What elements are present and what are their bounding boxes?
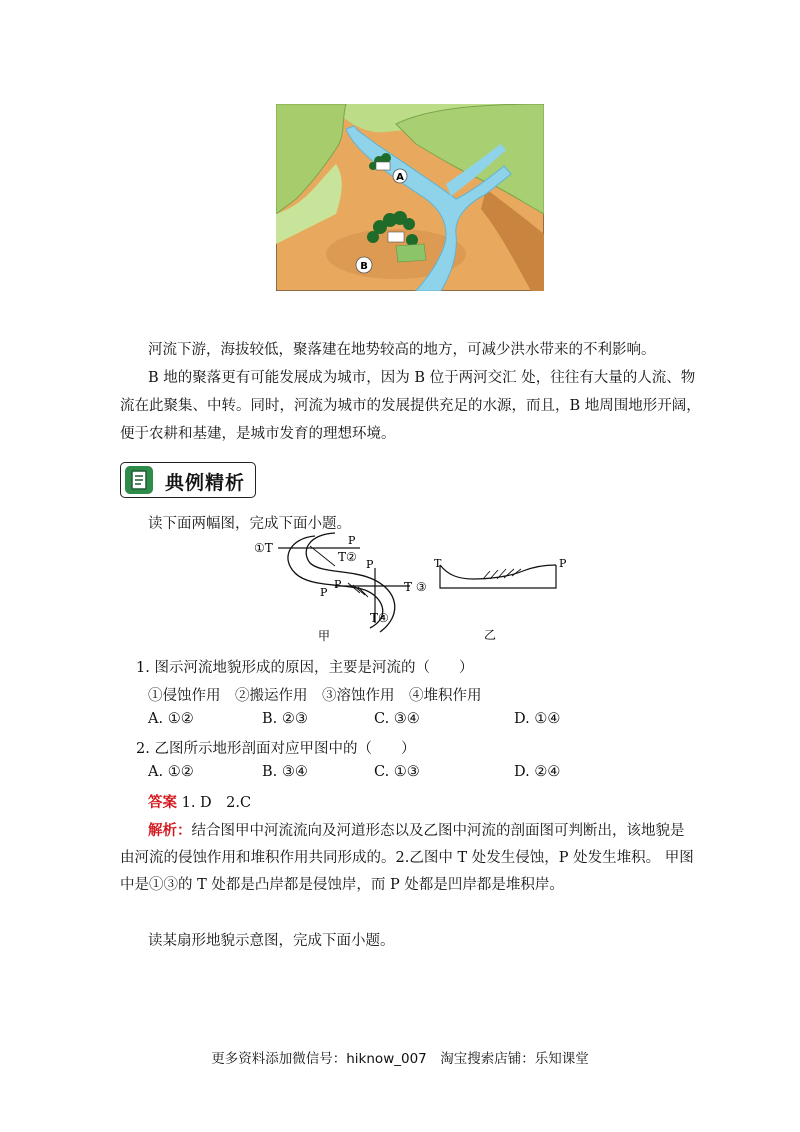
paragraph-2-line-2: 流在此聚集、中转。同时，河流为城市的发展提供充足的水源，而且，B 地周围地形开阔，	[120, 398, 701, 414]
document-list-icon	[125, 466, 153, 494]
q1-options-line: ①侵蚀作用 ②搬运作用 ③溶蚀作用 ④堆积作用	[148, 688, 482, 704]
label-t4: T④	[370, 611, 389, 625]
yi-label-t: T	[434, 557, 442, 570]
q1-option-c: C. ③④	[374, 711, 420, 727]
q2-option-a: A. ①②	[148, 764, 194, 780]
paragraph-1: 河流下游，海拔较低，聚落建在地势较高的地方，可减少洪水带来的不利影响。	[148, 342, 656, 358]
intro-2: 读某扇形地貌示意图，完成下面小题。	[148, 933, 395, 949]
settlement-landscape-figure	[276, 104, 544, 291]
answer-text: 1. D 2.C	[181, 795, 252, 811]
analysis-label: 解析：	[148, 822, 192, 839]
label-t1: ①T	[254, 541, 273, 555]
section-title: 典例精析	[165, 472, 246, 494]
q2-option-b: B. ③④	[262, 764, 308, 780]
analysis-line-2: 由河流的侵蚀作用和堆积作用共同形成的。2.乙图中 T 处发生侵蚀，P 处发生堆积。 甲图	[120, 850, 694, 866]
q2-option-d: D. ②④	[514, 764, 561, 780]
cross-section-yi	[428, 555, 578, 640]
section-header	[120, 462, 256, 498]
answer-label: 答案	[148, 794, 177, 811]
paragraph-2-line-3: 便于农耕和基建，是城市发育的理想环境。	[120, 426, 396, 442]
label-p-left: P	[334, 578, 342, 591]
q2-stem: 2. 乙图所示地形剖面对应甲图中的（ ）	[136, 741, 416, 757]
label-b: B	[360, 261, 368, 272]
analysis-text-1: 结合图甲中河流流向及河道形态以及乙图中河流的剖面图可判断出，该地貌是	[191, 823, 685, 839]
label-a: A	[396, 172, 404, 183]
label-p-b: P	[320, 586, 328, 599]
q1-option-d: D. ①④	[514, 711, 561, 727]
label-t2: T②	[338, 550, 357, 564]
caption-jia: 甲	[318, 629, 331, 643]
q1-stem: 1. 图示河流地貌形成的原因，主要是河流的（ ）	[136, 660, 474, 676]
analysis-line-1	[148, 819, 685, 840]
page-footer: 更多资料添加微信号：hiknow_007 淘宝搜索店铺：乐知课堂	[211, 1051, 589, 1067]
q1-option-a: A. ①②	[148, 711, 194, 727]
q1-option-b: B. ②③	[262, 711, 308, 727]
paragraph-2-line-1: B 地的聚落更有可能发展成为城市，因为 B 位于两河交汇 处，往往有大量的人流、物	[148, 370, 696, 386]
yi-label-p: P	[559, 557, 567, 570]
label-t3: T ③	[404, 580, 427, 594]
answer-line	[148, 791, 251, 812]
intro-1: 读下面两幅图，完成下面小题。	[148, 516, 351, 532]
analysis-line-3: 中是①③的 T 处都是凸岸都是侵蚀岸，而 P 处都是凹岸都是堆积岸。	[120, 877, 564, 893]
label-p-top: P	[348, 534, 356, 547]
q2-option-c: C. ①③	[374, 764, 420, 780]
label-p-mid: P	[366, 558, 374, 571]
caption-yi: 乙	[484, 628, 497, 640]
meander-diagram-jia	[250, 528, 440, 643]
